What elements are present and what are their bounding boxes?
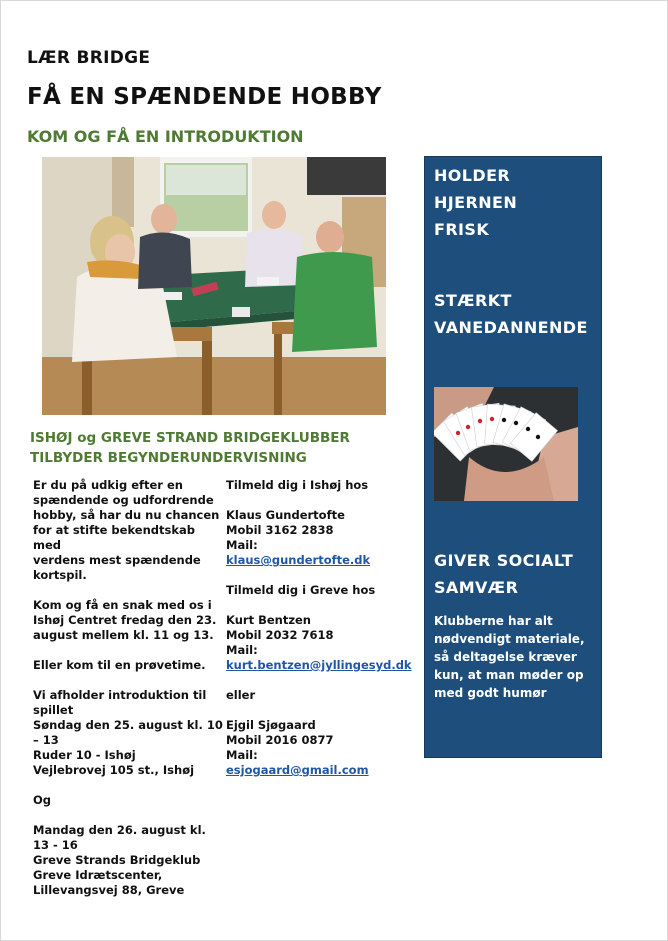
kicker-heading: LÆR BRIDGE [27,48,151,68]
or-label: eller [226,688,256,702]
visit-line: august mellem kl. 11 og 13. [33,628,214,642]
greve-line: Mandag den 26. august kl. 13 - 16 [33,823,206,852]
sidebar-heading-line: VANEDANNENDE [434,318,588,337]
sidebar-heading-line: SAMVÆR [434,578,519,597]
sidebar-heading-line: STÆRKT [434,291,512,310]
intro-line: Er du på udkig efter en [33,478,183,492]
signup-ishoj-heading: Tilmeld dig i Ishøj hos [226,478,369,492]
ishoj-contact-phone: Mobil 3162 2838 [226,523,334,537]
clubs-subheading-line-2: TILBYDER BEGYNDERUNDERVISNING [30,450,307,466]
sidebar-heading-line: HOLDER [434,166,511,185]
intro-line: verdens mest spændende [33,553,201,567]
sidebar-heading-social [434,547,573,601]
sidebar-heading-brain [434,162,517,243]
left-column [33,478,223,898]
greve-line: Lillevangsvej 88, Greve [33,883,185,897]
and-line: Og [33,793,52,807]
alt-contact-name: Ejgil Sjøgaard [226,718,316,732]
intro-line: hobby, så har du nu chancen [33,508,220,522]
visit-line: Ishøj Centret fredag den 23. [33,613,217,627]
trial-line: Eller kom til en prøvetime. [33,658,206,672]
intro-line: for at stifte bekendtskab med [33,523,195,552]
sidebar-text-line: nødvendigt materiale, [434,632,585,646]
sidebar-heading-line: HJERNEN [434,193,518,212]
sidebar-text-line: så deltagelse kræver [434,650,577,664]
sidebar-text [434,612,594,702]
sidebar-text-line: kun, at man møder op [434,668,584,682]
greve-contact-name: Kurt Bentzen [226,613,311,627]
ishoj-contact-name: Klaus Gundertofte [226,508,345,522]
intro-line: spændende og udfordrende [33,493,214,507]
benefits-sidebar [424,156,602,758]
greve-line: Greve Idrætscenter, [33,868,163,882]
sidebar-heading-line: GIVER SOCIALT [434,551,574,570]
greve-mail-link[interactable]: kurt.bentzen@jyllingesyd.dk [226,658,412,672]
page-title: FÅ EN SPÆNDENDE HOBBY [27,84,382,110]
greve-contact-phone: Mobil 2032 7618 [226,628,334,642]
visit-line: Kom og få en snak med os i [33,598,212,612]
greve-mail-label: Mail: [226,643,258,657]
sidebar-text-line: Klubberne har alt [434,614,553,628]
clubs-subheading-line-1: ISHØJ og GREVE STRAND BRIDGEKLUBBER [30,430,350,446]
alt-mail-link[interactable]: esjogaard@gmail.com [226,763,369,777]
bridge-players-photo [42,157,386,415]
sidebar-text-line: med godt humør [434,686,547,700]
intro-lessons-line: Søndag den 25. august kl. 10 – 13 [33,718,223,747]
clubs-subheading [30,428,350,468]
contact-column [226,478,416,778]
sidebar-heading-habit [434,287,588,341]
intro-line: kortspil. [33,568,87,582]
playing-cards-photo [434,387,578,501]
greve-line: Greve Strands Bridgeklub [33,853,201,867]
intro-lessons-line: Vejlebrovej 105 st., Ishøj [33,763,195,777]
sidebar-heading-line: FRISK [434,220,490,239]
tagline: KOM OG FÅ EN INTRODUKTION [27,127,304,146]
intro-lessons-line: spillet [33,703,74,717]
ishoj-mail-label: Mail: [226,538,258,552]
signup-greve-heading: Tilmeld dig i Greve hos [226,583,376,597]
ishoj-mail-link[interactable]: klaus@gundertofte.dk [226,553,371,567]
intro-lessons-line: Ruder 10 - Ishøj [33,748,136,762]
playing-cards-illustration [434,387,578,501]
bridge-players-illustration [42,157,386,415]
intro-lessons-line: Vi afholder introduktion til [33,688,207,702]
alt-contact-phone: Mobil 2016 0877 [226,733,334,747]
alt-mail-label: Mail: [226,748,258,762]
